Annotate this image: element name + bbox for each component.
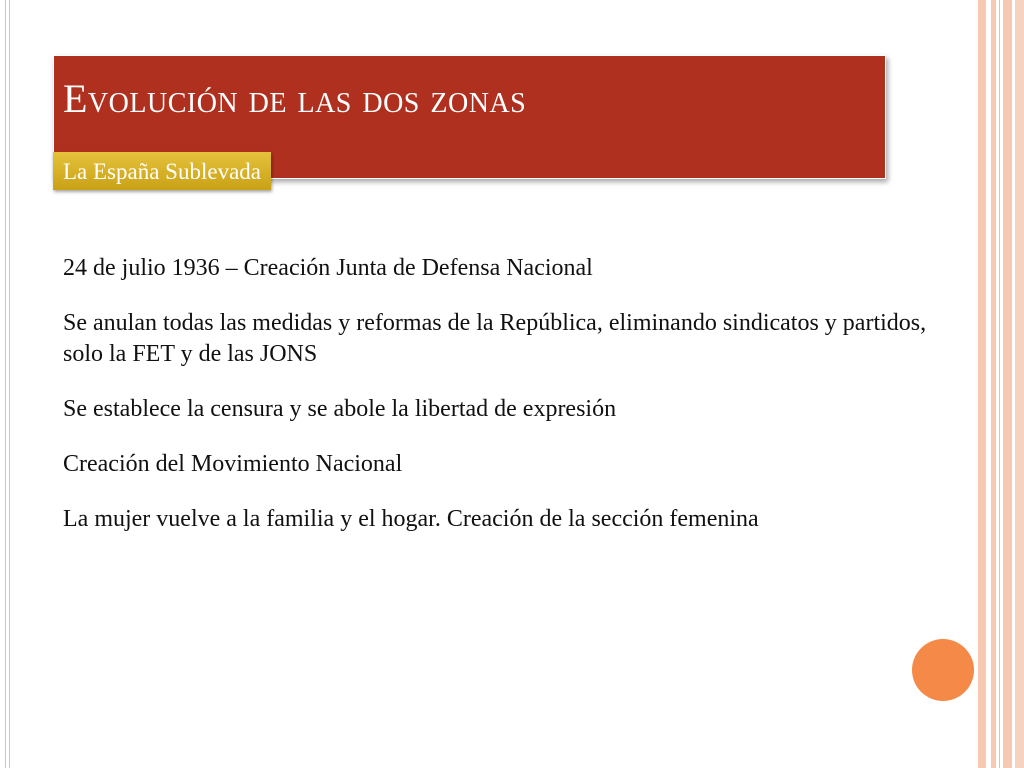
slide-title: Evolución de las dos zonas xyxy=(63,76,527,121)
subtitle-badge: La España Sublevada xyxy=(53,152,271,190)
right-decorative-stripe xyxy=(978,0,986,768)
right-decorative-stripe xyxy=(999,0,1000,768)
right-decorative-stripe xyxy=(1003,0,1012,768)
body-paragraph: 24 de julio 1936 – Creación Junta de Defensa Nacional xyxy=(63,255,593,281)
left-decorative-rule xyxy=(5,0,6,768)
slide-body xyxy=(63,253,943,535)
body-paragraph: Creación del Movimiento Nacional xyxy=(63,451,403,477)
right-decorative-stripe xyxy=(1015,0,1024,768)
body-paragraph: Se anulan todas las medidas y reformas de la República, eliminando sindicatos y partidos, solo la FET y de las JONS xyxy=(63,310,927,367)
body-paragraph: La mujer vuelve a la familia y el hogar. Creación de la sección femenina xyxy=(63,506,759,532)
left-decorative-rule xyxy=(9,0,10,768)
orange-circle-icon xyxy=(912,639,974,701)
body-paragraph: Se establece la censura y se abole la libertad de expresión xyxy=(63,396,617,422)
right-decorative-stripe xyxy=(991,0,996,768)
